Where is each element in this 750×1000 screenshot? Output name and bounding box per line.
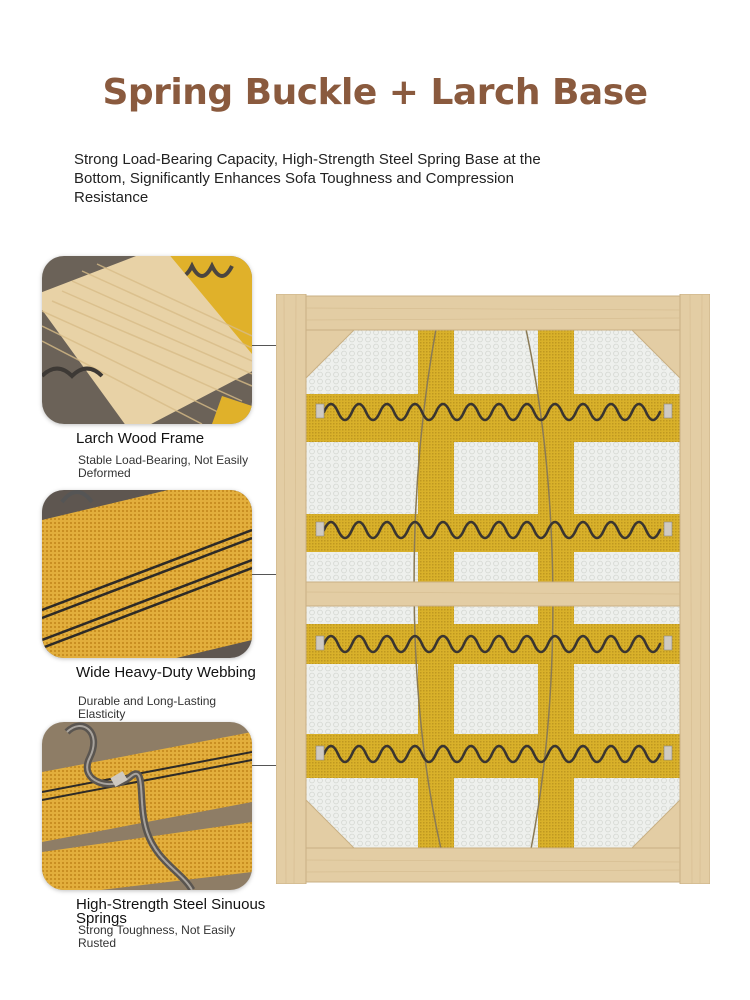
spring-title: High-Strength Steel Sinuous Springs (76, 896, 266, 927)
spring-desc: Strong Toughness, Not Easily Rusted (78, 923, 236, 950)
webbing-title: Wide Heavy-Duty Webbing (76, 664, 256, 681)
larch-wood-title: Larch Wood Frame (76, 430, 205, 447)
webbing-closeup-image (42, 490, 252, 658)
sofa-base-frame-illustration (276, 294, 710, 884)
larch-wood-closeup-image (42, 256, 252, 424)
page-title: Spring Buckle + Larch Base (102, 72, 648, 113)
page-subtitle: Strong Load-Bearing Capacity, High-Strength Steel Spring Base at the Bottom, Significantly Enhances Sofa Toughness and Compression Resistance (74, 151, 541, 206)
webbing-desc: Durable and Long-Lasting Elasticity (78, 694, 217, 721)
spring-closeup-image (42, 722, 252, 890)
larch-wood-desc: Stable Load-Bearing, Not Easily Deformed (78, 453, 249, 480)
